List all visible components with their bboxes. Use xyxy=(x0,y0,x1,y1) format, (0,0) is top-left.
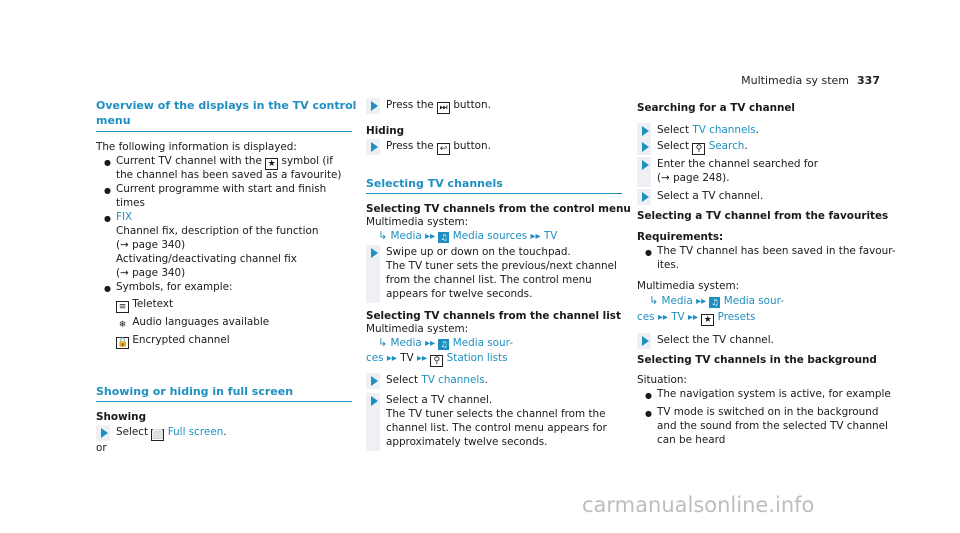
lock-icon: 🔒 xyxy=(117,338,129,348)
showing-heading: Showing xyxy=(96,411,147,423)
requirements-heading: Requirements: xyxy=(637,231,724,243)
media-sources-icon: ♫ xyxy=(440,340,448,349)
bullet: ● xyxy=(645,391,652,400)
return-arrow-icon: ↳ xyxy=(649,294,659,307)
header-title: Multimedia sy stem xyxy=(741,74,850,87)
star-icon: ★ xyxy=(265,158,278,170)
symbol-list: ● Current TV channel with the ★ symbol (if the channel has been saved as a favourite) ● Current programme with start and finish times ● FIX Channel fix, description of the function (→ page 340) Activating/deactivating channel fix (→ page 340) ● Symbols, for example: ≡ Teletext ❄ Audio languages available 🔒 Encrypted channel xyxy=(104,155,342,348)
chevron-icon: ▸▸ xyxy=(530,231,541,242)
bullet: ● xyxy=(104,158,111,167)
step-arrow-icon xyxy=(642,126,649,136)
star-icon: ★ xyxy=(701,314,714,326)
path-station-lists[interactable]: Station lists xyxy=(446,352,508,364)
path-tv[interactable]: TV xyxy=(543,230,558,242)
audio-language-icon: ❄ xyxy=(118,320,127,330)
presets-link[interactable]: Presets xyxy=(717,311,756,323)
fix-label: FIX xyxy=(116,211,133,223)
step-arrow-icon xyxy=(642,336,649,346)
page-number: 337 xyxy=(857,74,880,87)
section-rule xyxy=(96,401,352,402)
step-arrow-icon xyxy=(371,142,378,152)
overview-title-line-2: menu xyxy=(96,114,131,127)
chevron-icon: ▸▸ xyxy=(425,231,436,242)
bullet: ● xyxy=(104,284,111,293)
step-arrow-icon xyxy=(371,248,378,258)
or-text: or xyxy=(96,442,107,454)
channel-list-heading: Selecting TV channels from the channel list xyxy=(366,310,621,322)
bullet: ● xyxy=(104,186,111,195)
watermark: carmanualsonline.info xyxy=(582,493,815,517)
control-menu-heading: Selecting TV channels from the control menu xyxy=(366,203,631,215)
bullet: ● xyxy=(645,248,652,257)
search-icon: ⚲ xyxy=(430,355,443,367)
favourites-heading: Selecting a TV channel from the favourites xyxy=(637,210,889,222)
tv-channels-link[interactable]: TV channels xyxy=(421,374,485,386)
full-screen-icon: ⬜ xyxy=(152,430,164,440)
media-sources-icon: ♫ xyxy=(711,298,719,307)
teletext-icon: ≡ xyxy=(116,301,129,313)
page-header xyxy=(741,74,880,87)
intro-text: The following information is displayed: xyxy=(96,141,297,153)
full-screen-link[interactable]: Full screen xyxy=(167,426,224,438)
path-media-sources[interactable]: Media sources xyxy=(452,230,528,242)
search-heading: Searching for a TV channel xyxy=(637,102,795,114)
search-icon: ⚲ xyxy=(692,143,705,155)
step-arrow-icon xyxy=(371,396,378,406)
return-arrow-icon: ↳ xyxy=(378,229,388,242)
next-track-icon: ⏭ xyxy=(437,102,450,114)
section-rule xyxy=(96,131,352,132)
show-hide-title: Showing or hiding in full screen xyxy=(96,385,294,398)
step-arrow-icon xyxy=(642,142,649,152)
step-arrow-icon xyxy=(642,192,649,202)
section-rule xyxy=(366,193,622,194)
selecting-tv-channels-title: Selecting TV channels xyxy=(366,177,503,190)
path-media[interactable]: Media xyxy=(390,230,422,242)
bullet: ● xyxy=(104,214,111,223)
bullet: ● xyxy=(645,409,652,418)
step-arrow-icon xyxy=(371,376,378,386)
background-heading: Selecting TV channels in the background xyxy=(637,354,877,366)
return-arrow-icon: ↳ xyxy=(378,336,388,349)
step-arrow-icon xyxy=(101,428,108,438)
step-arrow-icon xyxy=(642,160,649,170)
back-icon: ↩ xyxy=(437,143,450,155)
step-arrow-icon xyxy=(371,101,378,111)
media-sources-icon: ♫ xyxy=(440,233,448,242)
hiding-heading: Hiding xyxy=(366,125,405,137)
overview-title-line-1: Overview of the displays in the TV control xyxy=(96,99,357,112)
search-link[interactable]: Search xyxy=(708,140,745,152)
